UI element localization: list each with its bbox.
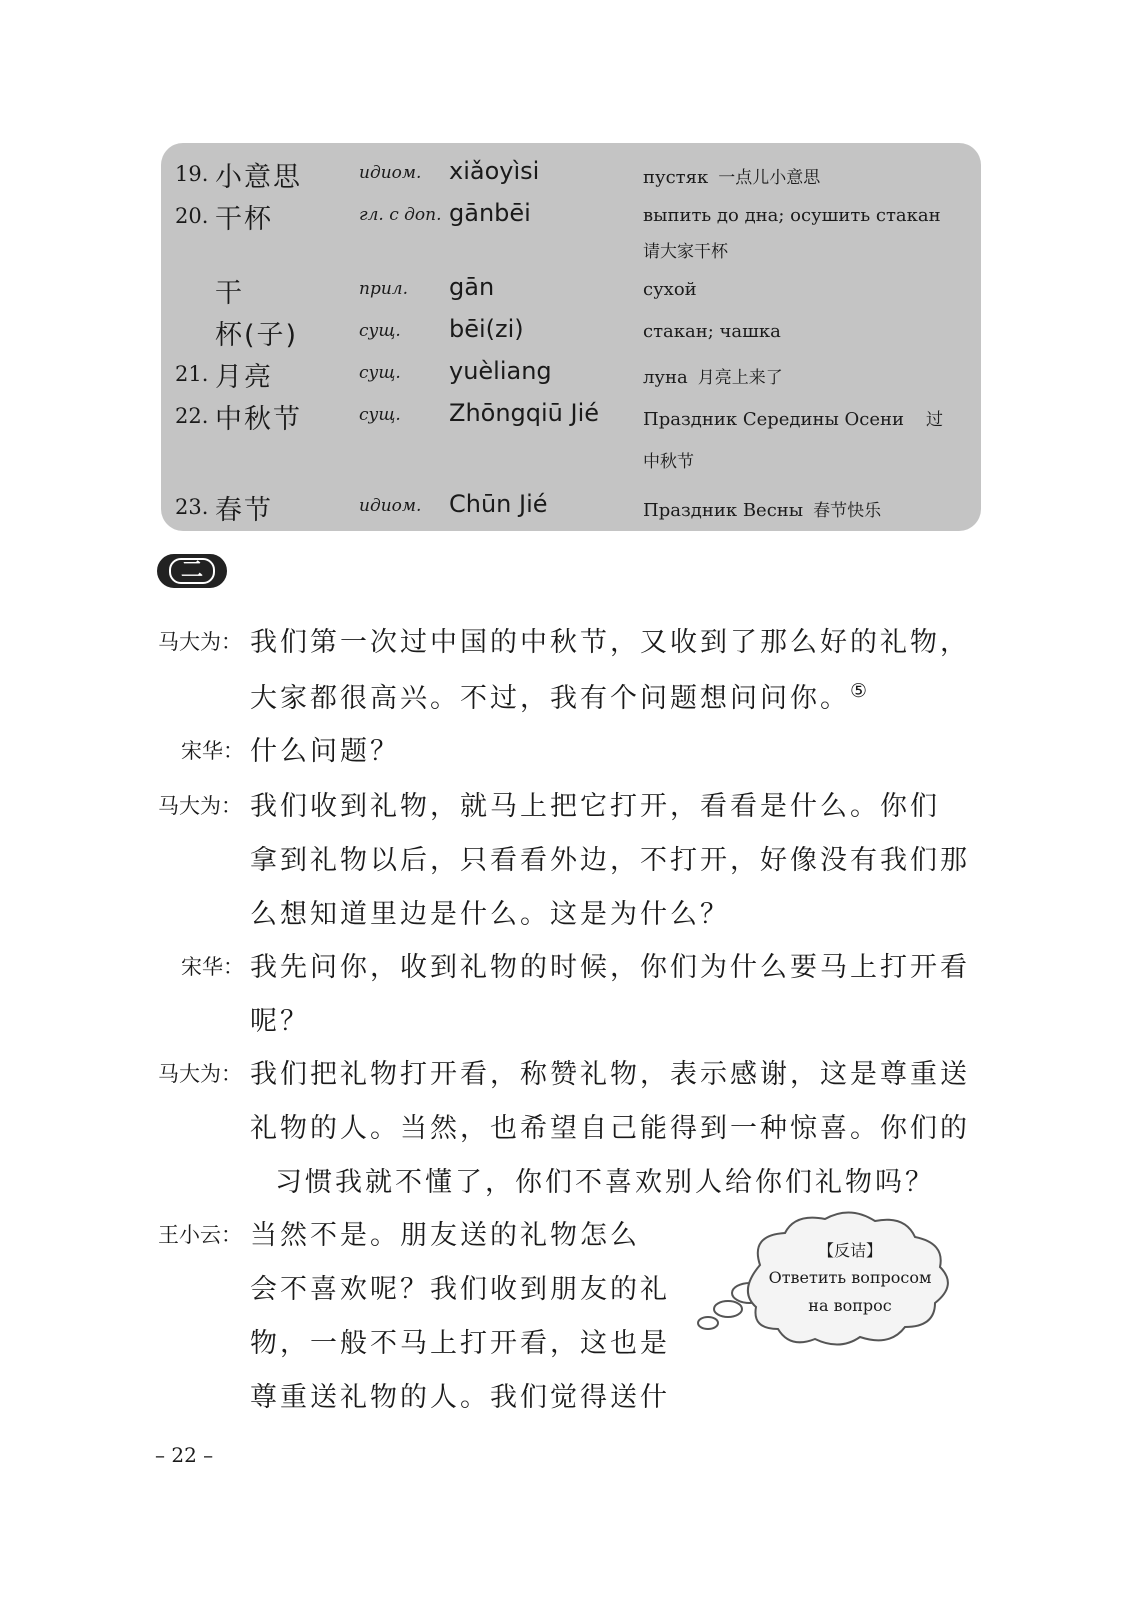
vocab-number: 20. [175,204,209,228]
dialogue-line: 物，一般不马上打开看，这也是 [250,1328,670,1359]
page-number: – 22 – [155,1443,214,1467]
speaker-label: 王小云： [158,1223,242,1247]
speaker-label: 宋华： [181,739,244,763]
vocab-pinyin: gānbēi [449,199,531,227]
dialogue-line: 尊重送礼物的人。我们觉得送什 [250,1382,670,1413]
dialogue-line: 会不喜欢呢？我们收到朋友的礼 [250,1274,670,1305]
vocab-hanzi: 中秋节 [215,404,302,435]
vocab-translation [643,363,783,388]
dialogue-line: 习惯我就不懂了，你们不喜欢别人给你们礼物吗？ [275,1167,935,1198]
vocab-pinyin: yuèliang [449,357,552,385]
vocab-example: 月亮上来了 [697,368,783,388]
vocab-translation-text: Праздник Весны [643,500,804,521]
vocab-pos: идиом. [359,496,422,516]
vocab-number: 21. [175,362,209,386]
speaker-label: 马大为： [158,630,242,654]
vocab-pos: сущ. [359,321,401,341]
vocab-number: 23. [175,495,209,519]
vocabulary-box [161,143,981,531]
vocab-number: 22. [175,404,209,428]
section-badge [157,554,227,588]
vocab-hanzi: 小意思 [215,162,302,193]
vocab-translation-text: Праздник Середины Осени [643,409,905,430]
vocab-pinyin: xiǎoyìsi [449,157,540,185]
vocab-example-part: 中秋节 [643,452,694,472]
note-line: на вопрос [808,1296,892,1315]
vocab-translation [643,405,943,430]
dialogue-line-text: 大家都很高兴。不过，我有个问题想问问你。 [250,683,850,714]
note-marker: ⑤ [850,680,868,702]
vocab-pos: гл. с доп. [359,205,442,225]
vocab-pinyin: Zhōngqiū Jié [449,399,600,427]
dialogue-line: 礼物的人。当然，也希望自己能得到一种惊喜。你们的 [250,1113,970,1144]
vocab-hanzi: 杯(子) [215,320,299,351]
vocab-translation: выпить до дна; осушить стакан [643,205,941,226]
dialogue-line [250,676,867,715]
vocab-pinyin: Chūn Jié [449,490,548,518]
speaker-label: 马大为： [158,1062,242,1086]
vocab-example-part: 过 [926,410,944,430]
section-badge-label: 二 [169,558,215,584]
dialogue-line: 当然不是。朋友送的礼物怎么 [250,1220,640,1251]
vocab-number: 19. [175,162,209,186]
speaker-label: 宋华： [181,955,244,979]
dialogue-line: 么想知道里边是什么。这是为什么？ [250,899,730,930]
dialogue-line: 我们把礼物打开看，称赞礼物，表示感谢，这是尊重送 [250,1059,970,1090]
note-line: Ответить вопросом [768,1268,932,1287]
speaker-label: 马大为： [158,794,242,818]
vocab-hanzi: 月亮 [215,362,273,393]
dialogue-line: 呢？ [250,1006,310,1037]
vocab-pos: идиом. [359,163,422,183]
vocab-hanzi: 干 [215,278,244,309]
vocab-example: 一点儿小意思 [718,168,821,188]
dialogue-line: 拿到礼物以后，只看看外边，不打开，好像没有我们那 [250,845,970,876]
vocab-pos: сущ. [359,405,401,425]
vocab-pinyin: bēi(zi) [449,315,524,343]
vocab-translation-text: пустяк [643,167,709,188]
vocab-hanzi: 春节 [215,495,273,526]
vocab-translation-text: луна [643,367,688,388]
vocab-hanzi: 干杯 [215,204,273,235]
vocab-translation [643,496,881,521]
vocab-translation: сухой [643,279,697,300]
dialogue-line: 我先问你，收到礼物的时候，你们为什么要马上打开看 [250,952,970,983]
vocab-pos: прил. [359,279,409,299]
vocab-example: 请大家干杯 [643,242,728,262]
dialogue-line: 什么问题？ [250,736,400,767]
vocab-pos: сущ. [359,363,401,383]
vocab-example: 春节快乐 [813,501,882,521]
dialogue-line: 我们第一次过中国的中秋节，又收到了那么好的礼物， [250,627,970,658]
vocab-translation [643,163,820,188]
vocab-translation: стакан; чашка [643,321,781,342]
vocab-pinyin: gān [449,273,495,301]
note-title: 【反诘】 [817,1241,882,1260]
dialogue-line: 我们收到礼物，就马上把它打开，看看是什么。你们 [250,791,940,822]
